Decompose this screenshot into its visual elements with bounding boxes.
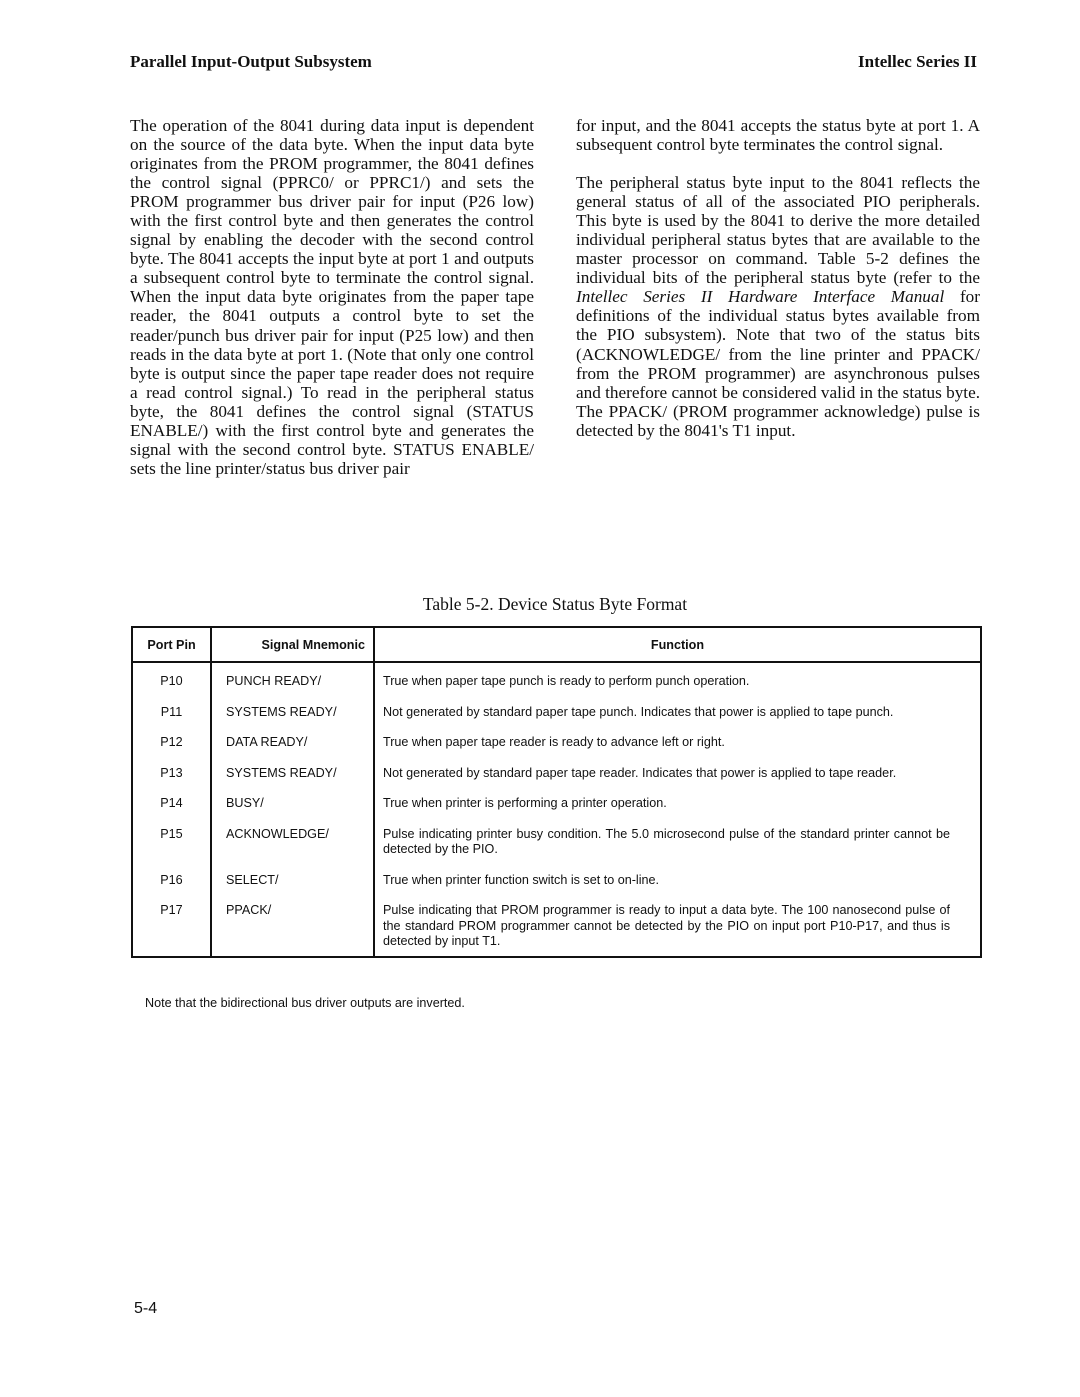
signal-mnemonic-cell: PUNCH READY/ (211, 662, 374, 695)
port-pin-cell: P16 (133, 863, 211, 894)
manual-title-reference: Intellec Series II Hardware Interface Manual (576, 287, 945, 307)
column-header-signal-mnemonic: Signal Mnemonic (211, 628, 374, 662)
port-pin-cell: P10 (133, 662, 211, 695)
function-cell: True when printer is performing a printer operation. (383, 796, 667, 810)
table-header-row (133, 628, 980, 662)
table-row (133, 863, 980, 894)
column-header-function: Function (374, 628, 980, 662)
signal-mnemonic-cell: SELECT/ (211, 863, 374, 894)
signal-mnemonic-cell: SYSTEMS READY/ (211, 756, 374, 787)
table-row (133, 893, 980, 956)
function-cell: Not generated by standard paper tape punch. Indicates that power is applied to tape punch. (383, 704, 894, 719)
running-header-manual-title: Intellec Series II (858, 52, 977, 71)
port-pin-cell: P13 (133, 756, 211, 787)
function-cell: True when paper tape reader is ready to advance left or right. (383, 735, 725, 749)
port-pin-cell: P12 (133, 725, 211, 756)
table-footnote: Note that the bidirectional bus driver outputs are inverted. (145, 996, 465, 1010)
table-row (133, 662, 980, 695)
body-paragraph: The operation of the 8041 during data input is dependent on the source of the data byte. When the input data byte originates from the PROM programmer, the 8041 defines the control signal (PPRC0/ or PPRC1/) and sets the PROM programmer bus driver pair for input (P26 low) with the first control byte and then generates the control signal by enabling the decoder with the second control byte. The 8041 accepts the input byte at port 1 and outputs a subsequent control byte to terminate the control signal. When the input data byte originates from the paper tape reader, the 8041 outputs a control byte to set the reader/punch bus driver pair for input (P25 low) and then reads in the data byte at port 1. (Note that only one control byte is output since the paper tape reader does not require a read control signal.) To read in the peripheral status byte, the 8041 defines the control signal (STATUS ENABLE/) with the first control byte and generates the signal with the second control byte. STATUS ENABLE/ sets the line printer/status bus driver pair (130, 116, 534, 478)
body-paragraph: for input, and the 8041 accepts the status byte at port 1. A subsequent control byte terminates the control signal. (576, 116, 980, 155)
table-row (133, 786, 980, 817)
page-number: 5-4 (134, 1300, 158, 1317)
paragraph-text: for definitions of the individual status bytes available from the PIO subsystem). Note that two of the status bits (ACKNOWLEDGE/ from the line printer and PPACK/ from the PROM programmer) are asynchronous pulses and therefore cannot be considered valid in the status byte. The PPACK/ (PROM programmer acknowledge) pulse is detected by the 8041's T1 input. (576, 287, 981, 440)
signal-mnemonic-cell: PPACK/ (211, 893, 374, 956)
function-cell: Pulse indicating printer busy condition. The 5.0 microsecond pulse of the standard printer cannot be detected by the PIO. (383, 826, 950, 856)
left-text-column (130, 116, 534, 478)
paragraph-text: The peripheral status byte input to the 8041 reflects the general status of all of the associated PIO peripherals. This byte is used by the 8041 to derive the more detailed individual peripheral status bytes that are available to the master processor on command. Table 5-2 defines the individual bits of the peripheral status byte (refer to the (576, 173, 980, 288)
function-cell: True when paper tape punch is ready to perform punch operation. (383, 674, 750, 688)
table-row (133, 756, 980, 787)
right-text-column (576, 116, 980, 440)
signal-mnemonic-cell: ACKNOWLEDGE/ (211, 817, 374, 863)
table-caption: Table 5-2. Device Status Byte Format (422, 594, 688, 614)
table-row (133, 817, 980, 863)
function-cell: Pulse indicating that PROM programmer is ready to input a data byte. The 100 nanosecond pulse of the standard PROM programmer cannot be detected by the PIO on input port P10-P17, and thus is detected by input T1. (383, 903, 950, 948)
table-row (133, 695, 980, 726)
function-cell: True when printer function switch is set to on-line. (383, 872, 660, 887)
port-pin-cell: P14 (133, 786, 211, 817)
running-header-section-title: Parallel Input-Output Subsystem (130, 52, 372, 71)
device-status-table (131, 626, 982, 958)
signal-mnemonic-cell: BUSY/ (211, 786, 374, 817)
signal-mnemonic-cell: SYSTEMS READY/ (211, 695, 374, 726)
body-paragraph (576, 173, 980, 440)
port-pin-cell: P11 (133, 695, 211, 726)
port-pin-cell: P15 (133, 817, 211, 863)
table-row (133, 725, 980, 756)
function-cell: Not generated by standard paper tape reader. Indicates that power is applied to tape reader. (383, 765, 897, 780)
column-header-port-pin: Port Pin (133, 628, 211, 662)
signal-mnemonic-cell: DATA READY/ (211, 725, 374, 756)
port-pin-cell: P17 (133, 893, 211, 956)
